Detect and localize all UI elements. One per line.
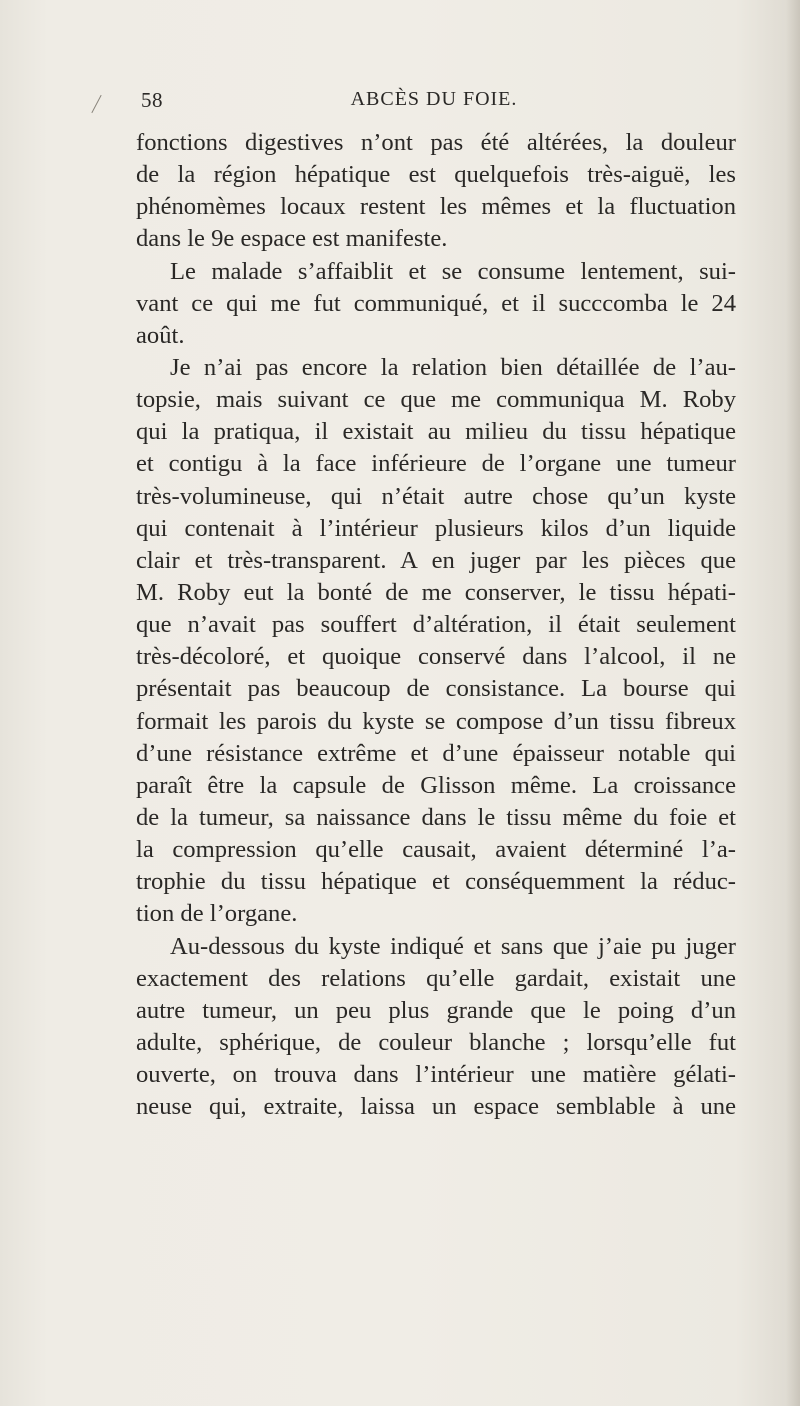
page-edge-shadow	[786, 0, 800, 1406]
running-title: ABCÈS DU FOIE.	[350, 88, 518, 110]
text-line: clair et très-transparent. A en juger par les pièces que	[136, 546, 736, 574]
text-line: paraît être la capsule de Glisson même. La croissance	[136, 771, 736, 799]
text-line: de la tumeur, sa naissance dans le tissu même du foie et	[136, 803, 736, 831]
text-line: août.	[136, 321, 185, 349]
page-header	[141, 88, 727, 118]
stray-pencil-mark	[91, 95, 101, 113]
text-line: phénomèmes locaux restent les mêmes et la fluctuation	[136, 193, 736, 221]
text-line: tion de l’organe.	[136, 900, 298, 928]
text-line: vant ce qui me fut communiqué, et il succcomba le 24	[136, 289, 736, 317]
text-line: M. Roby eut la bonté de me conserver, le tissu hépati-	[136, 578, 736, 606]
text-line: qui la pratiqua, il existait au milieu du tissu hépatique	[136, 418, 736, 446]
text-line: formait les parois du kyste se compose d’un tissu fibreux	[136, 707, 736, 735]
text-line: très-décoloré, et quoique conservé dans l’alcool, il ne	[136, 643, 736, 671]
text-line: la compression qu’elle causait, avaient déterminé l’a-	[136, 836, 736, 864]
text-line: de la région hépatique est quelquefois très-aiguë, les	[136, 161, 736, 189]
text-line: d’une résistance extrême et d’une épaisseur notable qui	[136, 739, 736, 767]
text-line: très-volumineuse, qui n’était autre chose qu’un kyste	[136, 482, 736, 510]
page-number: 58	[141, 88, 163, 112]
text-line: présentait pas beaucoup de consistance. La bourse qui	[136, 675, 736, 703]
text-line: autre tumeur, un peu plus grande que le poing d’un	[136, 996, 736, 1024]
text-line: et contigu à la face inférieure de l’organe une tumeur	[136, 450, 736, 478]
text-line: dans le 9e espace est manifeste.	[136, 225, 448, 253]
text-line: fonctions digestives n’ont pas été altérées, la douleur	[136, 129, 736, 156]
text-line: Le malade s’affaiblit et se consume lentement, sui-	[170, 257, 736, 285]
text-line: que n’avait pas souffert d’altération, il était seulement	[136, 611, 736, 639]
text-line: adulte, sphérique, de couleur blanche ; lorsqu’elle fut	[136, 1028, 736, 1056]
text-line: ouverte, on trouva dans l’intérieur une matière gélati-	[136, 1061, 736, 1089]
text-line: Au-dessous du kyste indiqué et sans que j’aie pu juger	[170, 932, 736, 960]
text-line: neuse qui, extraite, laissa un espace semblable à une	[136, 1093, 736, 1121]
body-text	[136, 127, 736, 1123]
text-line: exactement des relations qu’elle gardait, existait une	[136, 964, 736, 992]
text-line: topsie, mais suivant ce que me communiqua M. Roby	[136, 386, 736, 414]
text-line: trophie du tissu hépatique et conséquemment la réduc-	[136, 868, 736, 896]
text-line: Je n’ai pas encore la relation bien détaillée de l’au-	[170, 353, 736, 381]
text-line: qui contenait à l’intérieur plusieurs kilos d’un liquide	[136, 514, 736, 542]
